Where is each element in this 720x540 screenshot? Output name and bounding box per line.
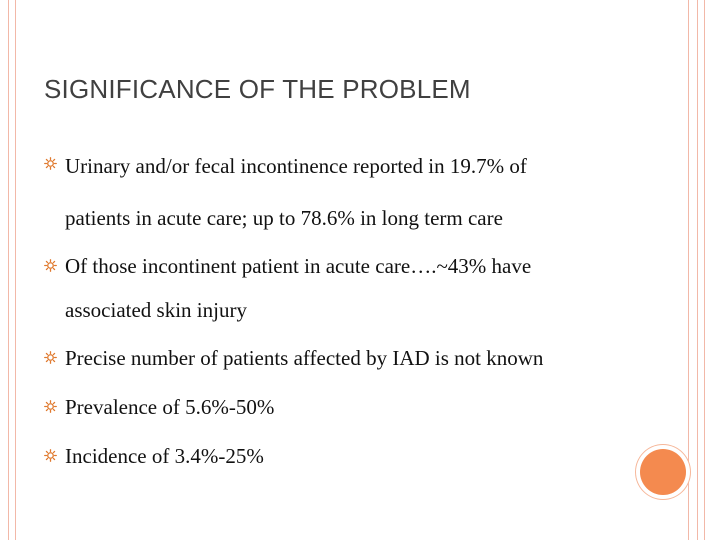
sun-bullet-icon [44, 259, 57, 272]
bullet-item [44, 433, 674, 479]
right-frame-border [688, 0, 698, 540]
bullet-item [44, 244, 674, 332]
sun-bullet-icon [44, 351, 57, 364]
decorative-circle [640, 449, 686, 495]
bullet-item [44, 335, 674, 381]
slide-title: SIGNIFICANCE OF THE PROBLEM [44, 74, 471, 104]
left-frame-border [8, 0, 16, 540]
bullet-item [44, 140, 674, 244]
sun-bullet-icon [44, 400, 57, 413]
bullet-text-line: patients in acute care; up to 78.6% in long term care [65, 206, 503, 230]
bullet-text-line: Prevalence of 5.6%-50% [65, 395, 275, 419]
bullet-text-line: Of those incontinent patient in acute care….~43% have [65, 254, 532, 278]
right-frame-line [704, 0, 705, 540]
bullet-text-line: Incidence of 3.4%-25% [65, 444, 264, 468]
bullet-text-line: Precise number of patients affected by IAD is not known [65, 346, 544, 370]
bullet-item [44, 384, 674, 430]
bullet-text-line: Urinary and/or fecal incontinence reported in 19.7% of [65, 154, 527, 178]
bullet-list [44, 140, 674, 482]
sun-bullet-icon [44, 449, 57, 462]
bullet-text-line: associated skin injury [65, 298, 247, 322]
sun-bullet-icon [44, 157, 57, 170]
